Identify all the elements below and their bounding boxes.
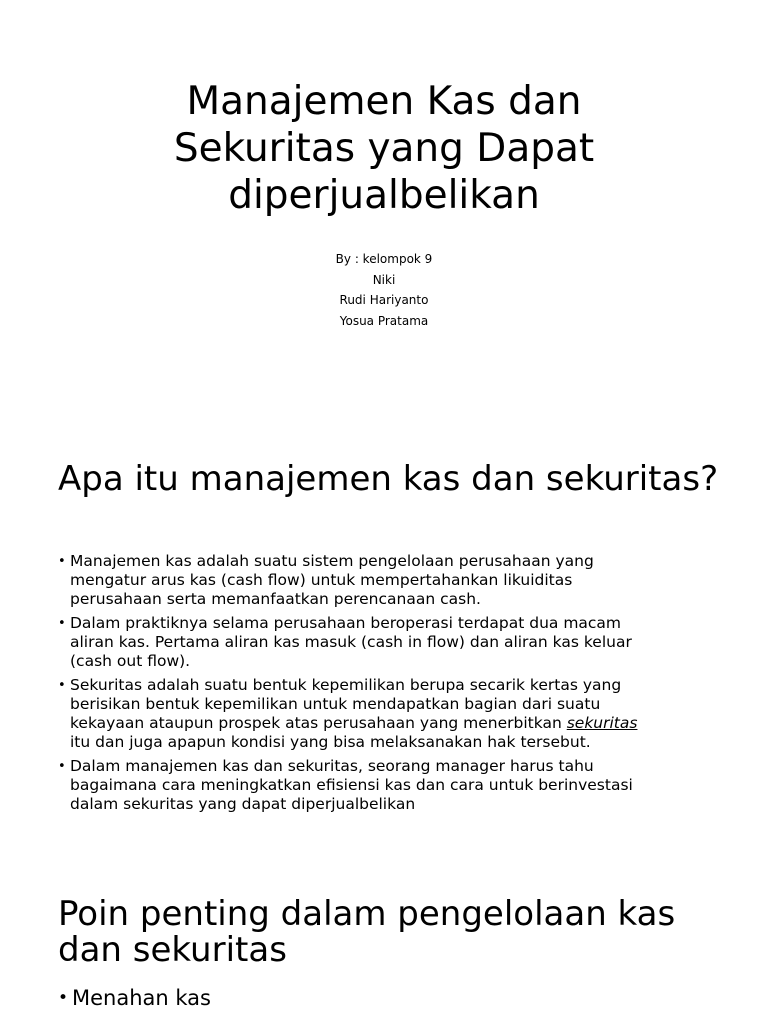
credits-list bbox=[0, 249, 768, 331]
bullet-text-line: (cash out flow). bbox=[70, 652, 191, 670]
bullet-text-fragment: kekayaan ataupun prospek atas perusahaan yang menerbitkan bbox=[70, 714, 567, 732]
bullet-text-line: berisikan bentuk kepemilikan untuk mendapatkan bagian dari suatu bbox=[70, 695, 601, 713]
slide3-bullet-list bbox=[58, 985, 738, 1014]
bullet-text-line: Manajemen kas adalah suatu sistem pengelolaan perusahaan yang bbox=[70, 552, 594, 570]
slide3-heading: Poin penting dalam pengelolaan kas dan sekuritas bbox=[58, 894, 676, 970]
bullet-icon: • bbox=[58, 759, 66, 774]
bullet-text-line: mengatur arus kas (cash flow) untuk mempertahankan likuiditas bbox=[70, 571, 573, 589]
bullet-text-line: bagaimana cara meningkatkan efisiensi kas dan cara untuk berinvestasi bbox=[70, 776, 633, 794]
bullet-icon: • bbox=[58, 988, 69, 1008]
bullet-text-line: perusahaan serta memanfaatkan perencanaan cash. bbox=[70, 590, 481, 608]
bullet-item bbox=[58, 614, 738, 671]
bullet-text-line: Dalam praktiknya selama perusahaan beroperasi terdapat dua macam bbox=[70, 614, 622, 632]
credit-member: Niki bbox=[372, 272, 396, 287]
bullet-text-line bbox=[70, 714, 738, 733]
bullet-text: Menahan kas bbox=[72, 986, 211, 1010]
title-line: Manajemen Kas dan bbox=[186, 79, 582, 124]
bullet-item bbox=[58, 676, 738, 752]
credit-member: Rudi Hariyanto bbox=[339, 293, 429, 307]
credit-group: By : kelompok 9 bbox=[335, 252, 433, 266]
bullet-text-line: itu dan juga apapun kondisi yang bisa melaksanakan hak tersebut. bbox=[70, 733, 591, 751]
slide1-title bbox=[0, 78, 768, 219]
bullet-text-line: dalam sekuritas yang dapat diperjualbelikan bbox=[70, 795, 416, 813]
title-line: Sekuritas yang Dapat bbox=[173, 126, 595, 171]
bullet-text-line: aliran kas. Pertama aliran kas masuk (cash in flow) dan aliran kas keluar bbox=[70, 633, 632, 651]
bullet-icon: • bbox=[58, 554, 66, 569]
slide2-heading: Apa itu manajemen kas dan sekuritas? bbox=[58, 459, 719, 499]
bullet-item bbox=[58, 552, 738, 609]
bullet-icon: • bbox=[58, 678, 66, 693]
bullet-item bbox=[58, 985, 738, 1012]
sekuritas-link[interactable]: sekuritas bbox=[566, 714, 638, 732]
bullet-icon: • bbox=[58, 616, 66, 631]
slide2-bullet-list bbox=[58, 552, 738, 819]
bullet-text-line: Sekuritas adalah suatu bentuk kepemilikan berupa secarik kertas yang bbox=[70, 676, 622, 694]
credit-member: Yosua Pratama bbox=[339, 313, 429, 328]
bullet-item bbox=[58, 757, 738, 814]
title-line: diperjualbelikan bbox=[228, 173, 540, 218]
bullet-text-line: Dalam manajemen kas dan sekuritas, seorang manager harus tahu bbox=[70, 757, 594, 775]
